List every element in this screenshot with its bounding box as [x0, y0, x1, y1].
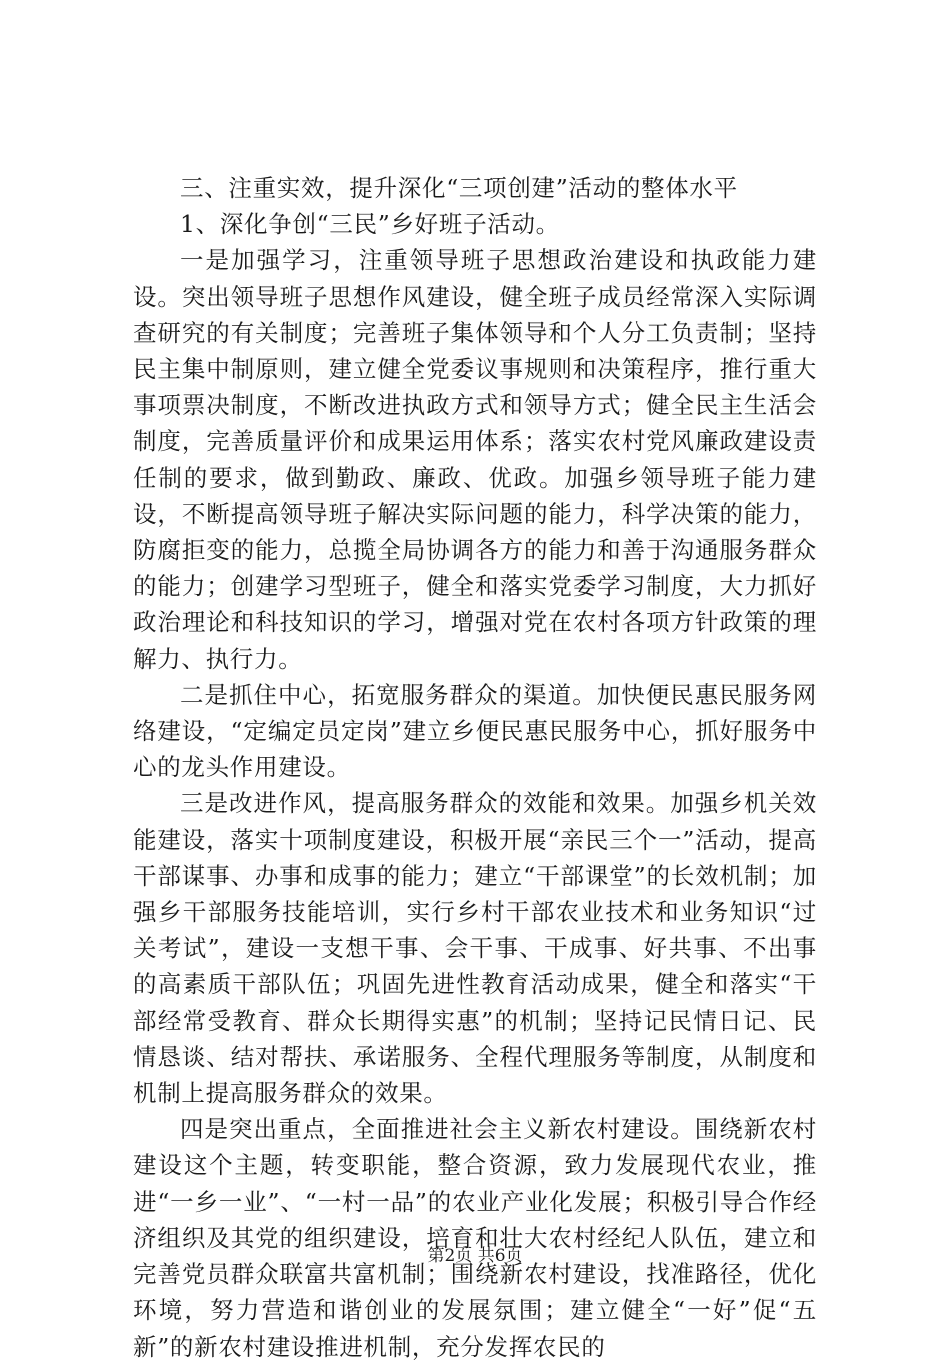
paragraph-1: 一是加强学习，注重领导班子思想政治建设和执政能力建设。突出领导班子思想作风建设，健全班子成员经常深入实际调查研究的有关制度；完善班子集体领导和个人分工负责制；坚持民主集中制原则，建立健全党委议事规则和决策程序，推行重大事项票决制度，不断改进执政方式和领导方式；健全民主生活会制度，完善质量评价和成果运用体系；落实农村党风廉政建设责任制的要求，做到勤政、廉政、优政。加强乡领导班子能力建设，不断提高领导班子解决实际问题的能力，科学决策的能力，防腐拒变的能力，总揽全局协调各方的能力和善于沟通服务群众的能力；创建学习型班子，健全和落实党委学习制度，大力抓好政治理论和科技知识的学习，增强对党在农村各项方针政策的理解力、执行力。 [133, 246, 817, 673]
paragraph-3: 三是改进作风，提高服务群众的效能和效果。加强乡机关效能建设，落实十项制度建设，积极开展“亲民三个一”活动，提高干部谋事、办事和成事的能力；建立“干部课堂”的长效机制；加强乡干部服务技能培训，实行乡村干部农业技术和业务知识“过关考试”，建设一支想干事、会干事、干成事、好共事、不出事的高素质干部队伍；巩固先进性教育活动成果，健全和落实“干部经常受教育、群众长期得实惠”的机制；坚持记民情日记、民情恳谈、结对帮扶、承诺服务、全程代理服务等制度，从制度和机制上提高服务群众的效果。 [133, 789, 817, 1108]
paragraph-4: 四是突出重点，全面推进社会主义新农村建设。围绕新农村建设这个主题，转变职能，整合资源，致力发展现代农业，推进“一乡一业”、“一村一品”的农业产业化发展；积极引导合作经济组织及其党的组织建设，培育和壮大农村经纪人队伍，建立和完善党员群众联富共富机制；围绕新农村建设，找准路径，优化环境，努力营造和谐创业的发展氛围；建立健全“一好”促“五新”的新农村建设推进机制，充分发挥农民的 [133, 1115, 817, 1361]
page-number-footer: 第2页 共6页 [427, 1246, 523, 1266]
document-body [133, 170, 817, 1365]
section-heading: 三、注重实效，提升深化“三项创建”活动的整体水平 [180, 174, 738, 202]
paragraph-2: 二是抓住中心，拓宽服务群众的渠道。加快便民惠民服务网络建设，“定编定员定岗”建立乡便民惠民服务中心，抓好服务中心的龙头作用建设。 [133, 680, 817, 782]
subheading: 1、深化争创“三民”乡好班子活动。 [180, 210, 560, 239]
